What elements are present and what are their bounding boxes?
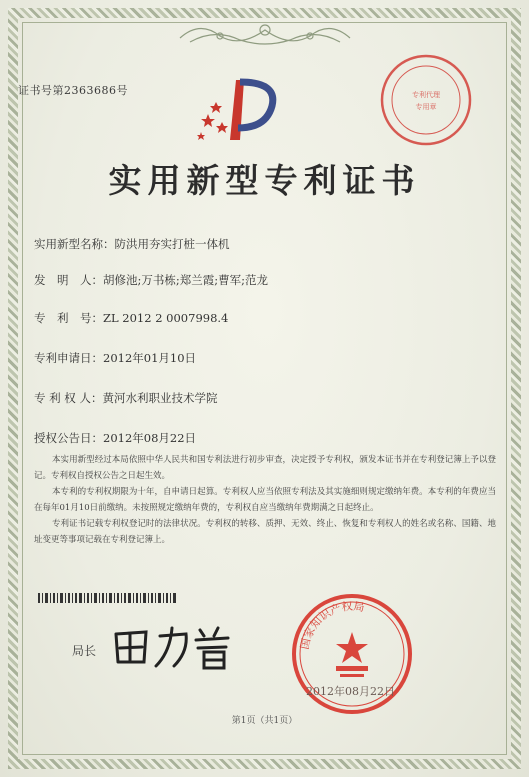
field-label: 专 利 号： <box>34 311 103 325</box>
agency-stamp-icon <box>378 52 474 148</box>
field-grant-date <box>34 430 196 446</box>
field-value: ZL 2012 2 0007998.4 <box>103 311 229 325</box>
svg-text:专利代理: 专利代理 <box>412 91 440 99</box>
barcode-icon <box>38 593 178 603</box>
body-paragraph: 专利证书记载专利权登记时的法律状况。专利权的转移、质押、无效、终止、恢复和专利权人的姓名或名称、国籍、地址变更等事项记载在专利登记簿上。 <box>34 519 496 545</box>
field-value: 黄河水利职业技术学院 <box>102 391 218 405</box>
director-signature-icon <box>108 622 238 672</box>
field-value: 防洪用夯实打桩一体机 <box>114 237 230 251</box>
body-paragraph: 本专利的专利权期限为十年，自申请日起算。专利权人应当依照专利法及其实施细则规定缴纳年费。本专利的年费应当在每年01月10日前缴纳。未按照规定缴纳年费的，专利权自应当缴纳年费期满之日起终止。 <box>34 487 496 513</box>
field-application-date <box>34 350 196 366</box>
field-value: 2012年01月10日 <box>103 351 197 365</box>
field-patentee <box>34 390 217 406</box>
seal-date: 2012年08月22日 <box>306 685 395 698</box>
page-number: 第1页（共1页） <box>231 716 298 726</box>
field-utility-model-name <box>34 236 230 252</box>
certificate-body <box>34 452 496 548</box>
field-inventors <box>34 272 268 288</box>
director-label: 局长 <box>72 644 97 658</box>
svg-text:专用章: 专用章 <box>415 103 437 111</box>
svg-text:国家知识产权局: 国家知识产权局 <box>298 599 366 651</box>
field-value: 2012年08月22日 <box>103 431 197 445</box>
field-label: 授权公告日： <box>34 431 103 445</box>
field-label: 实用新型名称： <box>34 237 115 251</box>
certificate-title: 实用新型专利证书 <box>108 161 421 200</box>
field-label: 发 明 人： <box>34 273 103 287</box>
field-label: 专 利 权 人： <box>34 391 103 405</box>
certificate-number: 证书号第2363686号 <box>18 84 128 97</box>
top-ornament-icon <box>170 18 360 48</box>
field-patent-number <box>34 310 228 326</box>
body-paragraph: 本实用新型经过本局依照中华人民共和国专利法进行初步审查，决定授予专利权，颁发本证书并在专利登记簿上予以登记。专利权自授权公告之日起生效。 <box>34 455 496 481</box>
field-value: 胡修池;万书栋;郑兰霞;曹军;范龙 <box>103 273 268 287</box>
patent-office-logo-icon <box>196 72 286 144</box>
field-label: 专利申请日： <box>34 351 103 365</box>
